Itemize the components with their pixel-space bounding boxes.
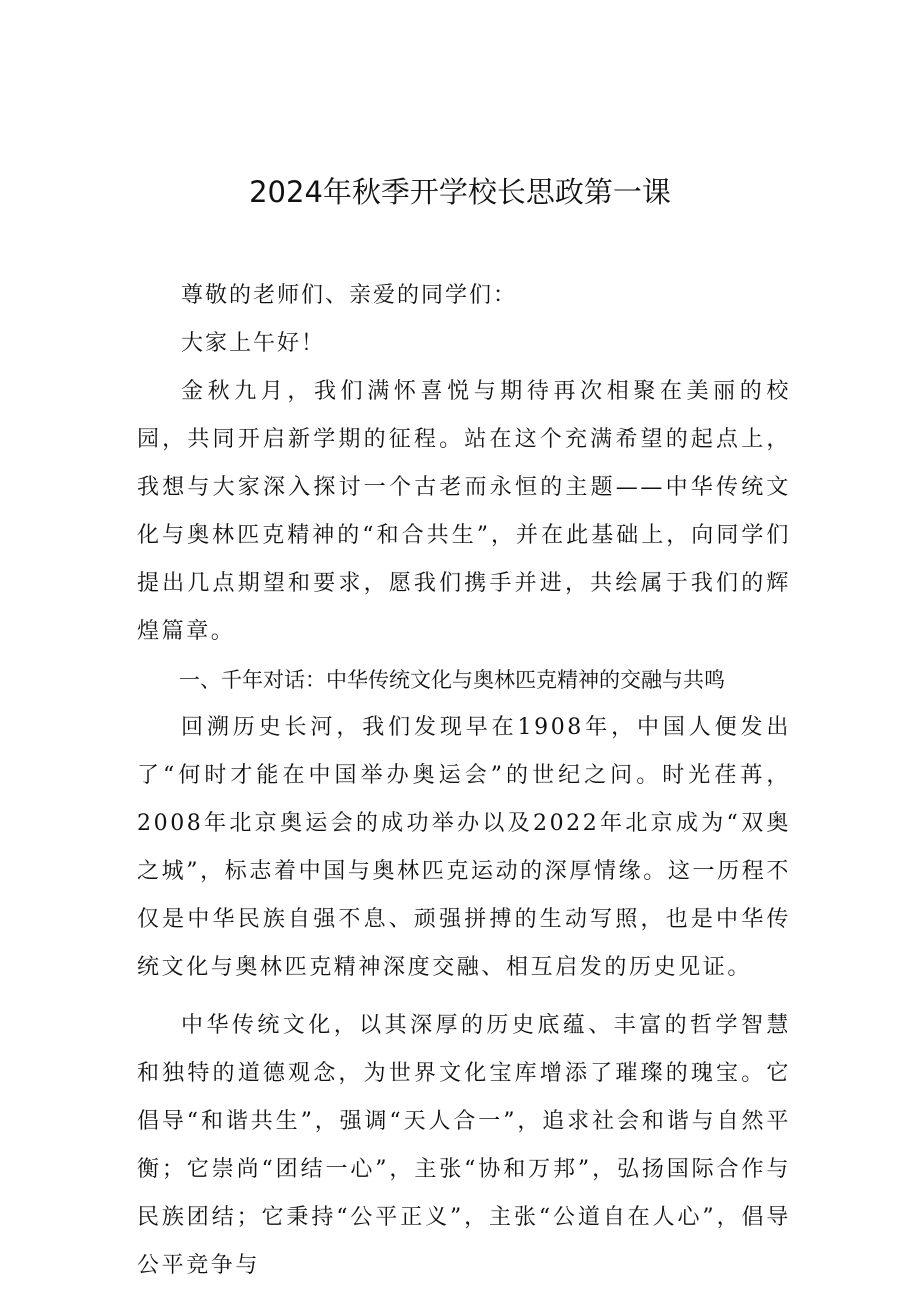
paragraph-gap <box>137 992 791 1002</box>
section-heading: 一、千年对话：中华传统文化与奥林匹克精神的交融与共鸣 <box>179 668 725 692</box>
salutation: 尊敬的老师们、亲爱的同学们： <box>181 283 518 308</box>
section-paragraph: 中华传统文化，以其深厚的历史底蕴、丰富的哲学智慧和独特的道德观念，为世界文化宝库增添了璀璨的瑰宝。它倡导“和谐共生”，强调“天人合一”，追求社会和谐与自然平衡；它崇尚“团结一心”，主张“协和万邦”，弘扬国际合作与民族团结；它秉持“公平正义”，主张“公道自在人心”，倡导公平竞争与 <box>137 1013 791 1278</box>
document-title: 2024年秋季开学校长思政第一课 <box>249 175 671 209</box>
greeting: 大家上午好！ <box>181 331 326 356</box>
intro-paragraph: 金秋九月，我们满怀喜悦与期待再次相聚在美丽的校园，共同开启新学期的征程。站在这个充满希望的起点上，我想与大家深入探讨一个古老而永恒的主题——中华传统文化与奥林匹克精神的“和合共生”，并在此基础上，向同学们提出几点期望和要求，愿我们携手并进，共绘属于我们的辉煌篇章。 <box>137 379 791 644</box>
section-paragraph: 回溯历史长河，我们发现早在1908年，中国人便发出了“何时才能在中国举办奥运会”的世纪之问。时光荏苒，2008年北京奥运会的成功举办以及2022年北京成为“双奥之城”，标志着中国与奥林匹克运动的深厚情缘。这一历程不仅是中华民族自强不息、顽强拼搏的生动写照，也是中华传统文化与奥林匹克精神深度交融、相互启发的历史见证。 <box>137 715 791 980</box>
document-body <box>137 272 791 1290</box>
